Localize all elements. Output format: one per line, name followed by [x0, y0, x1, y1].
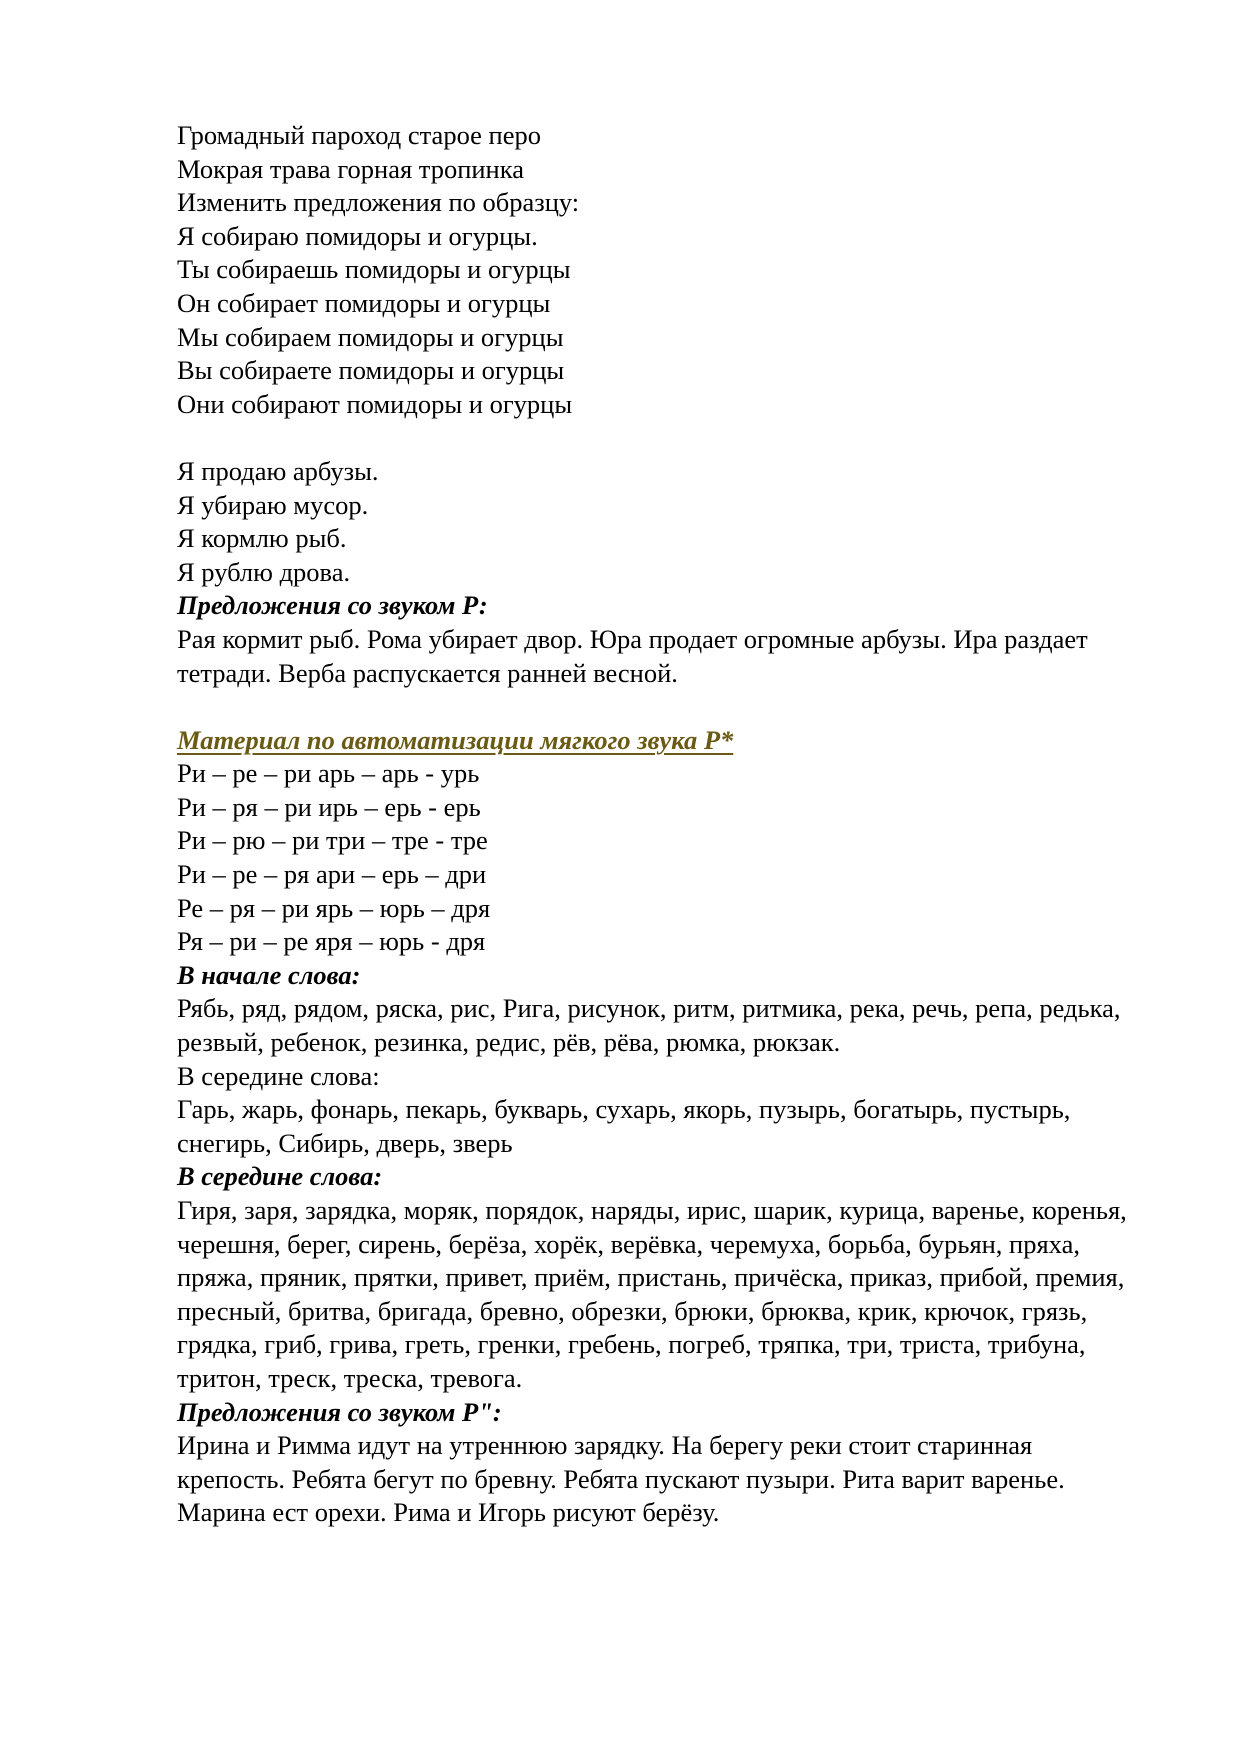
words-middle-paragraph-1: Гарь, жарь, фонарь, пекарь, букварь, сухарь, якорь, пузырь, богатырь, пустырь, снегирь, Сибирь, дверь, зверь [177, 1094, 1071, 1158]
heading-word-middle-plain: В середине слова: [177, 1060, 380, 1091]
text-line: Я кормлю рыб. [177, 523, 347, 554]
text-line: Вы собираете помидоры и огурцы [177, 355, 565, 386]
syllable-line: Ри – ря – ри ирь – ерь - ерь [177, 791, 481, 822]
text-line: Я продаю арбузы. [177, 455, 379, 486]
text-line: Я собираю помидоры и огурцы. [177, 220, 538, 251]
text-line: Я рублю дрова. [177, 556, 351, 587]
text-line: Ты собираешь помидоры и огурцы [177, 254, 571, 285]
section-title-soft-r: Материал по автоматизации мягкого звука Р* [177, 724, 734, 755]
document-page [177, 119, 1137, 1530]
syllable-line: Ре – ря – ри ярь – юрь – дря [177, 892, 491, 923]
heading-word-middle-bold: В середине слова: [177, 1161, 383, 1192]
sentences-soft-r-paragraph: Ирина и Римма идут на утреннюю зарядку. На берегу реки стоит старинная крепость. Ребята бегут по бревну. Ребята пускают пузыри. Рита варит варенье. Марина ест орехи. Рима и Игорь рисуют берёзу. [177, 1430, 1065, 1528]
heading-word-start: В начале слова: [177, 959, 361, 990]
syllable-line: Ря – ри – ре яря – юрь - дря [177, 926, 486, 957]
words-start-paragraph: Рябь, ряд, рядом, ряска, рис, Рига, рисунок, ритм, ритмика, река, речь, репа, редька, резвый, ребенок, резинка, редис, рёв, рёва, рюмка, рюкзак. [177, 993, 1121, 1058]
section-heading-sentences-soft-r: Предложения со звуком Р": [177, 1396, 502, 1427]
text-line: Громадный пароход старое перо [177, 120, 541, 150]
text-line: Мокрая трава горная тропинка [177, 153, 524, 184]
syllable-line: Ри – ре – ря ари – ерь – дри [177, 859, 487, 890]
text-line: Изменить предложения по образцу: [177, 187, 580, 218]
syllable-line: Ри – ре – ри арь – арь - урь [177, 758, 480, 789]
text-line: Я убираю мусор. [177, 489, 369, 520]
syllable-line: Ри – рю – ри три – тре - тре [177, 825, 488, 856]
text-line: Они собирают помидоры и огурцы [177, 388, 573, 419]
sentences-r-paragraph: Рая кормит рыб. Рома убирает двор. Юра продает огромные арбузы. Ира раздает тетради. Верба распускается ранней весной. [177, 623, 1088, 688]
section-heading-sentences-r: Предложения со звуком Р: [177, 590, 488, 621]
text-line: Он собирает помидоры и огурцы [177, 287, 551, 318]
paragraph-gap [177, 421, 1137, 455]
text-line: Мы собираем помидоры и огурцы [177, 321, 564, 352]
paragraph-gap [177, 690, 1137, 724]
words-middle-paragraph-2: Гиря, заря, зарядка, моряк, порядок, наряды, ирис, шарик, курица, варенье, коренья, черешня, берег, сирень, берёза, хорёк, верёвка, черемуха, борьба, бурьян, пряха, пряжа, пряник, прятки, привет, приём, пристань, причёска, приказ, прибой, премия, пресный, бритва, бригада, бревно, обрезки, брюки, брюква, крик, крючок, грязь, грядка, гриб, грива, греть, гренки, гребень, погреб, тряпка, три, триста, трибуна, тритон, треск, треска, тревога. [177, 1195, 1127, 1393]
